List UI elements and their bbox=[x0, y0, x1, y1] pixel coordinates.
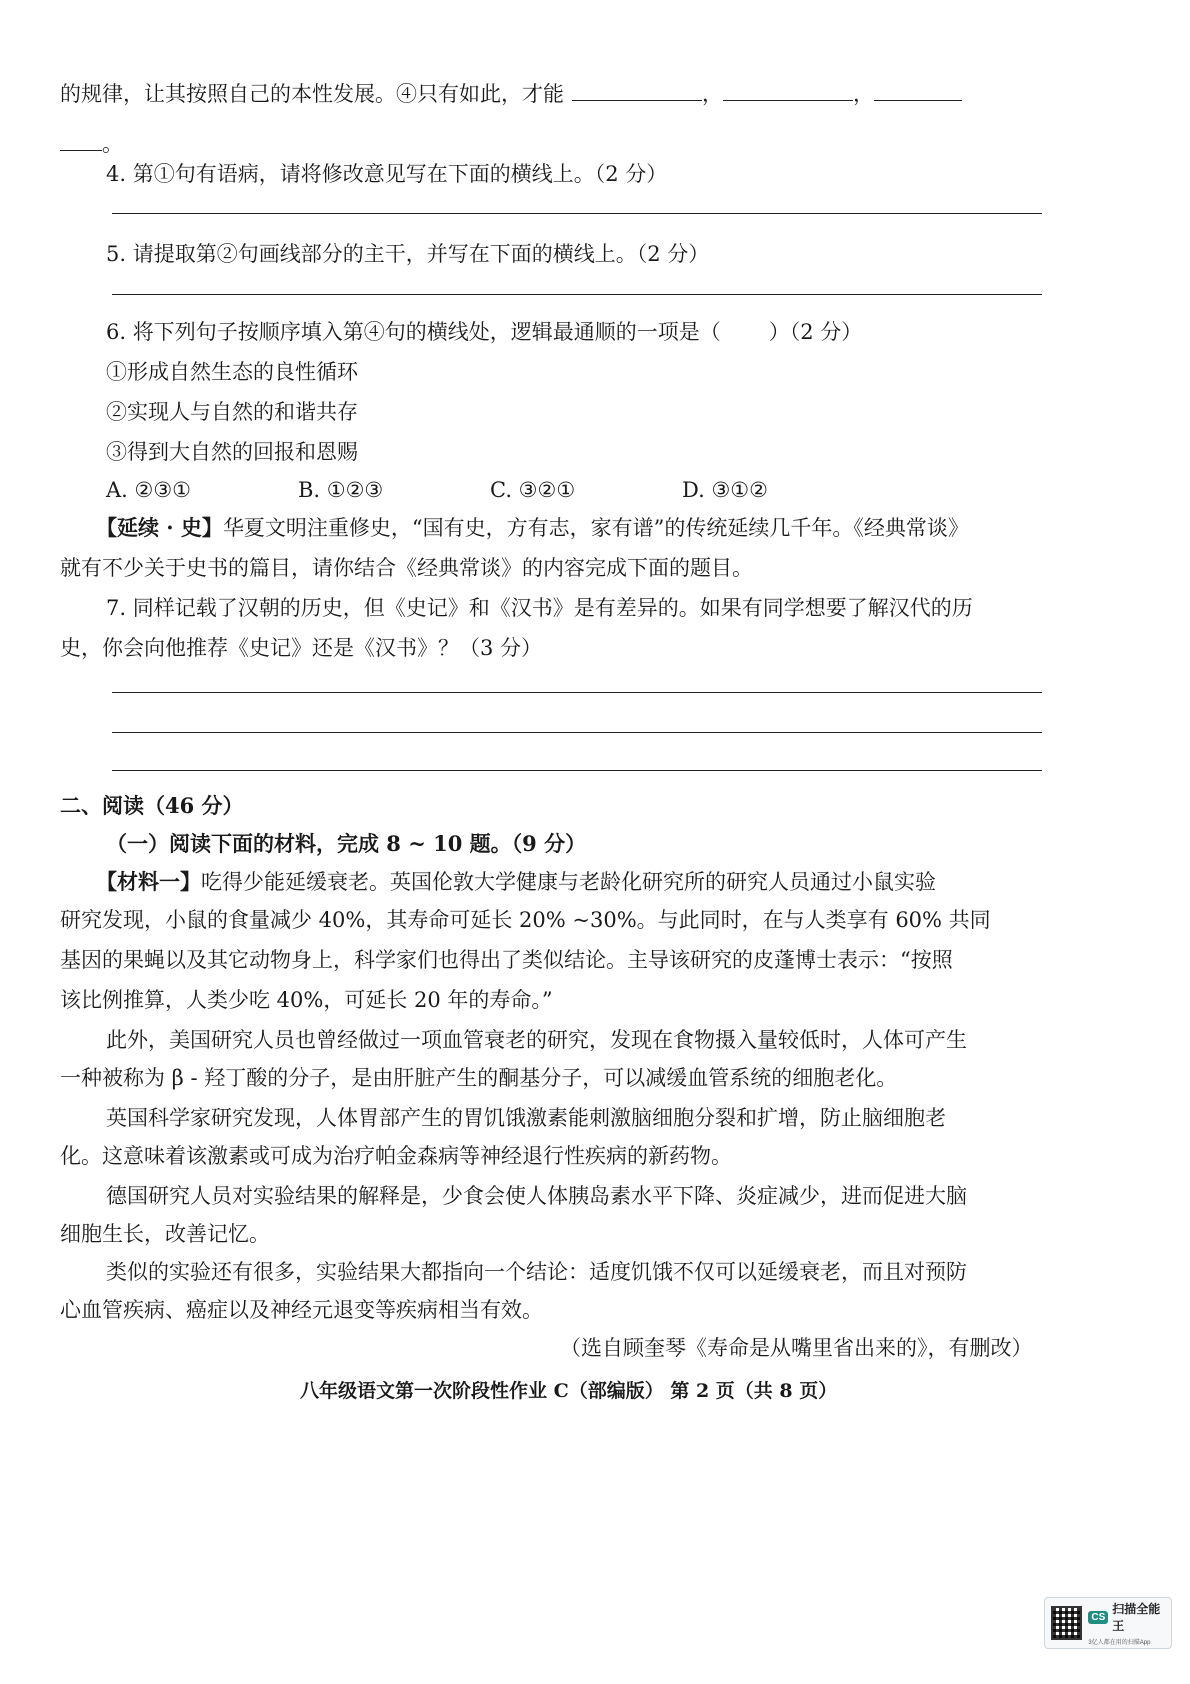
badge-app-name: 扫描全能王 bbox=[1112, 1602, 1161, 1633]
extension-tag: 【延续 · 史】 bbox=[96, 515, 223, 540]
paragraph-2-line-1: 此外，美国研究人员也曾经做过一项血管衰老的研究，发现在食物摄入量较低时，人体可产生 bbox=[106, 1028, 967, 1052]
sentence-option-3: ③得到大自然的回报和恩赐 bbox=[106, 440, 358, 464]
paragraph-5-line-2: 心血管疾病、癌症以及神经元退变等疾病相当有效。 bbox=[60, 1298, 543, 1322]
qr-code-icon bbox=[1051, 1606, 1082, 1640]
paragraph-3-line-2: 化。这意味着该激素或可成为治疗帕金森病等神经退行性疾病的新药物。 bbox=[60, 1144, 732, 1168]
sentence-option-2: ②实现人与自然的和谐共存 bbox=[106, 400, 358, 424]
question-7-cont: 史，你会向他推荐《史记》还是《汉书》？（3 分） bbox=[60, 636, 543, 660]
fill-blank[interactable] bbox=[60, 130, 102, 151]
choice-row bbox=[106, 476, 1086, 504]
subsection-heading: （一）阅读下面的材料，完成 8 ~ 10 题。（9 分） bbox=[106, 831, 587, 856]
source-citation: （选自顾奎琴《寿命是从嘴里省出来的》，有删改） bbox=[560, 1336, 1033, 1360]
camscanner-logo-icon: CS bbox=[1088, 1611, 1108, 1624]
extension-intro: 【延续 · 史】华夏文明注重修史，“国有史，方有志，家有谱”的传统延续几千年。《经典常谈》 bbox=[96, 515, 969, 540]
choice-a: A. ②③① bbox=[106, 478, 191, 502]
fill-blank[interactable] bbox=[723, 80, 853, 101]
paragraph-4-line-2: 细胞生长，改善记忆。 bbox=[60, 1222, 270, 1246]
material-1-line-1: 【材料一】吃得少能延缓衰老。英国伦敦大学健康与老龄化研究所的研究人员通过小鼠实验 bbox=[96, 869, 936, 894]
question-7: 7. 同样记载了汉朝的历史，但《史记》和《汉书》是有差异的。如果有同学想要了解汉代的历 bbox=[106, 596, 973, 620]
paragraph-3-line-1: 英国科学家研究发现，人体胃部产生的胃饥饿激素能刺激脑细胞分裂和扩增，防止脑细胞老 bbox=[106, 1106, 946, 1130]
answer-line-q7-1[interactable] bbox=[112, 692, 1042, 693]
question-4: 4. 第①句有语病，请将修改意见写在下面的横线上。（2 分） bbox=[106, 162, 668, 186]
material-1-line-4: 该比例推算，人类少吃 40%，可延长 20 年的寿命。” bbox=[60, 988, 553, 1012]
paragraph-2-line-2: 一种被称为 β - 羟丁酸的分子，是由肝脏产生的酮基分子，可以减缓血管系统的细胞老化。 bbox=[60, 1066, 898, 1090]
answer-line-q4[interactable] bbox=[112, 213, 1042, 214]
page-footer: 八年级语文第一次阶段性作业 C（部编版） 第 2 页（共 8 页） bbox=[300, 1380, 838, 1402]
sentence-option-1: ①形成自然生态的良性循环 bbox=[106, 360, 358, 384]
question-6: 6. 将下列句子按顺序填入第④句的横线处，逻辑最通顺的一项是（ ）（2 分） bbox=[106, 320, 863, 344]
answer-line-q7-2[interactable] bbox=[112, 732, 1042, 733]
question-5: 5. 请提取第②句画线部分的主干，并写在下面的横线上。（2 分） bbox=[106, 242, 710, 266]
material-1-line-3: 基因的果蝇以及其它动物身上，科学家们也得出了类似结论。主导该研究的皮蓬博士表示：“按照 bbox=[60, 948, 953, 972]
continuation-line-2: 。 bbox=[60, 130, 1040, 158]
choice-d: D. ③①② bbox=[682, 478, 768, 502]
continuation-text: 的规律，让其按照自己的本性发展。④只有如此，才能 bbox=[60, 82, 564, 106]
continuation-line: 的规律，让其按照自己的本性发展。④只有如此，才能 ， ， bbox=[60, 80, 1040, 108]
paragraph-5-line-1: 类似的实验还有很多，实验结果大都指向一个结论：适度饥饿不仅可以延缓衰老，而且对预防 bbox=[106, 1260, 967, 1284]
answer-line-q7-3[interactable] bbox=[112, 770, 1042, 771]
material-1-line-2: 研究发现，小鼠的食量减少 40%，其寿命可延长 20% ~30%。与此同时，在与人类享有 60% 共同 bbox=[60, 908, 991, 932]
fill-blank[interactable] bbox=[874, 80, 962, 101]
choice-b: B. ①②③ bbox=[298, 478, 384, 502]
material-tag: 【材料一】 bbox=[96, 869, 201, 894]
scanner-watermark-badge bbox=[1044, 1597, 1172, 1649]
paragraph-4-line-1: 德国研究人员对实验结果的解释是，少食会使人体胰岛素水平下降、炎症减少，进而促进大脑 bbox=[106, 1184, 967, 1208]
section-heading-reading: 二、阅读（46 分） bbox=[60, 793, 244, 818]
fill-blank[interactable] bbox=[572, 80, 702, 101]
answer-line-q5[interactable] bbox=[112, 294, 1042, 295]
extension-intro-2: 就有不少关于史书的篇目，请你结合《经典常谈》的内容完成下面的题目。 bbox=[60, 556, 753, 580]
choice-c: C. ③②① bbox=[490, 478, 576, 502]
badge-tagline: 3亿人都在用的扫描App bbox=[1088, 1640, 1151, 1646]
